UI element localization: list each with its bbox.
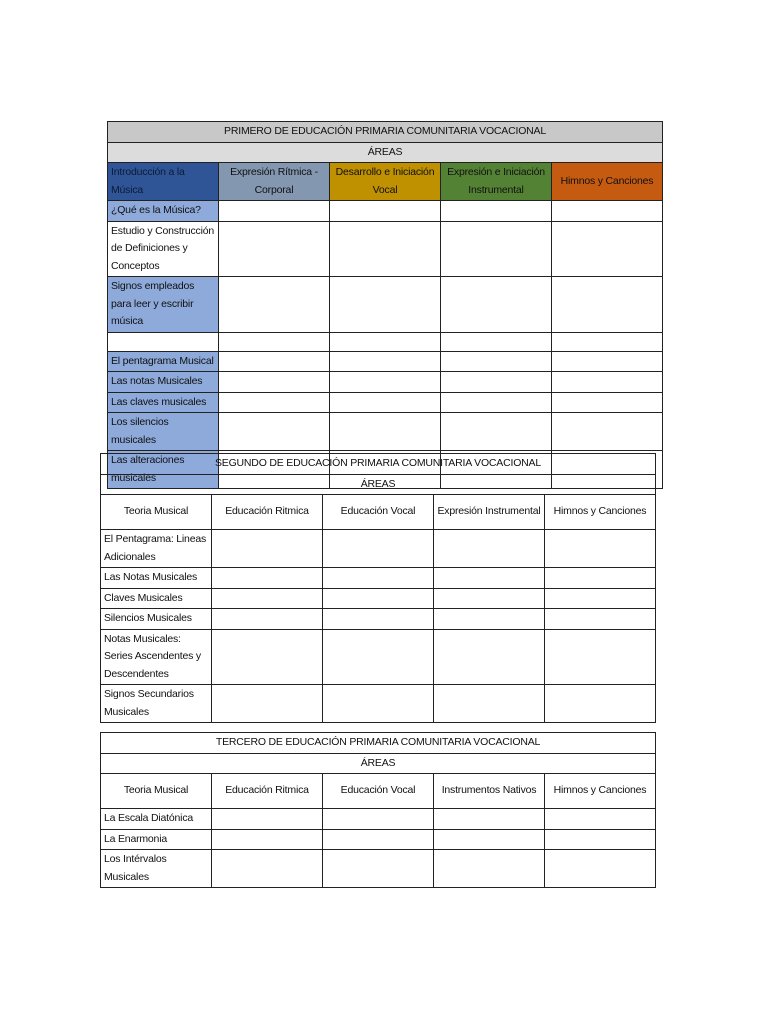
- row-label: Claves Musicales: [101, 588, 212, 609]
- table-row: [101, 809, 656, 830]
- cell: [545, 588, 656, 609]
- cell: [434, 829, 545, 850]
- cell: [441, 201, 552, 222]
- cell: [212, 568, 323, 589]
- table-segundo: [100, 453, 656, 723]
- cell: [330, 221, 441, 277]
- cell: [219, 372, 330, 393]
- row-label: Notas Musicales: Series Ascendentes y Descendentes: [101, 629, 212, 685]
- cell: [434, 609, 545, 630]
- table-title: SEGUNDO DE EDUCACIÓN PRIMARIA COMUNITARIA VOCACIONAL: [101, 454, 656, 475]
- table-row: [108, 221, 663, 277]
- cell: [219, 413, 330, 451]
- cell: [330, 332, 441, 351]
- row-label: Signos empleados para leer y escribir música: [108, 277, 219, 333]
- header-himnos: Himnos y Canciones: [545, 774, 656, 809]
- row-label: Los Intérvalos Musicales: [101, 850, 212, 888]
- table-row: [108, 277, 663, 333]
- cell: [219, 392, 330, 413]
- table-row: [108, 201, 663, 222]
- header-instrumentos-nativos: Instrumentos Nativos: [434, 774, 545, 809]
- cell: [552, 221, 663, 277]
- cell: [441, 277, 552, 333]
- row-label: Las alteraciones musicales: [108, 451, 219, 489]
- row-label: El pentagrama Musical: [108, 351, 219, 372]
- header-educacion-ritmica: Educación Ritmica: [212, 774, 323, 809]
- table-row: [108, 372, 663, 393]
- cell: [212, 609, 323, 630]
- cell: [212, 809, 323, 830]
- table-primero: [107, 121, 663, 489]
- header-himnos: Himnos y Canciones: [552, 163, 663, 201]
- cell: [545, 530, 656, 568]
- cell: [545, 850, 656, 888]
- header-educacion-ritmica: Educación Ritmica: [212, 495, 323, 530]
- table-row: [108, 351, 663, 372]
- cell: [212, 829, 323, 850]
- row-label: Las claves musicales: [108, 392, 219, 413]
- cell: [441, 332, 552, 351]
- table-row: [101, 629, 656, 685]
- cell: [434, 809, 545, 830]
- table-row: [108, 332, 663, 351]
- cell: [330, 201, 441, 222]
- header-introduccion: Introducción a la Música: [108, 163, 219, 201]
- cell: [552, 413, 663, 451]
- header-expresion-instrumental: Expresión Instrumental: [434, 495, 545, 530]
- row-label: La Escala Diatónica: [101, 809, 212, 830]
- cell: [323, 850, 434, 888]
- header-himnos: Himnos y Canciones: [545, 495, 656, 530]
- cell: [434, 850, 545, 888]
- cell: [212, 685, 323, 723]
- table-row: [101, 588, 656, 609]
- cell: [219, 221, 330, 277]
- cell: [323, 829, 434, 850]
- row-label: [108, 332, 219, 351]
- cell: [434, 568, 545, 589]
- cell: [441, 351, 552, 372]
- cell: [330, 351, 441, 372]
- cell: [323, 629, 434, 685]
- row-label: Signos Secundarios Musicales: [101, 685, 212, 723]
- cell: [545, 568, 656, 589]
- cell: [323, 685, 434, 723]
- cell: [219, 277, 330, 333]
- row-label: Silencios Musicales: [101, 609, 212, 630]
- cell: [441, 221, 552, 277]
- areas-label: ÁREAS: [108, 142, 663, 163]
- row-label: Las notas Musicales: [108, 372, 219, 393]
- cell: [330, 413, 441, 451]
- table-row: [101, 829, 656, 850]
- header-expresion-instrumental: Expresión e Iniciación Instrumental: [441, 163, 552, 201]
- cell: [552, 201, 663, 222]
- cell: [434, 629, 545, 685]
- table-row: [101, 609, 656, 630]
- row-label: ¿Qué es la Música?: [108, 201, 219, 222]
- header-teoria-musical: Teoria Musical: [101, 495, 212, 530]
- row-label: Los silencios musicales: [108, 413, 219, 451]
- cell: [552, 332, 663, 351]
- cell: [552, 351, 663, 372]
- row-label: La Enarmonia: [101, 829, 212, 850]
- table-row: [101, 530, 656, 568]
- table-title: PRIMERO DE EDUCACIÓN PRIMARIA COMUNITARIA VOCACIONAL: [108, 122, 663, 143]
- row-label: Estudio y Construcción de Definiciones y Conceptos: [108, 221, 219, 277]
- cell: [545, 685, 656, 723]
- cell: [323, 530, 434, 568]
- header-desarrollo-vocal: Desarrollo e Iniciación Vocal: [330, 163, 441, 201]
- cell: [552, 372, 663, 393]
- cell: [545, 609, 656, 630]
- cell: [434, 588, 545, 609]
- cell: [434, 530, 545, 568]
- cell: [219, 351, 330, 372]
- cell: [552, 277, 663, 333]
- cell: [323, 809, 434, 830]
- cell: [330, 372, 441, 393]
- header-educacion-vocal: Educación Vocal: [323, 774, 434, 809]
- table-row: [108, 413, 663, 451]
- header-expresion-ritmica: Expresión Rítmica - Corporal: [219, 163, 330, 201]
- table-row: [101, 568, 656, 589]
- areas-label: ÁREAS: [101, 753, 656, 774]
- table-tercero: [100, 732, 656, 888]
- cell: [545, 629, 656, 685]
- cell: [212, 850, 323, 888]
- cell: [219, 201, 330, 222]
- row-label: El Pentagrama: Lineas Adicionales: [101, 530, 212, 568]
- cell: [212, 588, 323, 609]
- table-row: [101, 850, 656, 888]
- table-row: [101, 685, 656, 723]
- cell: [441, 372, 552, 393]
- header-teoria-musical: Teoria Musical: [101, 774, 212, 809]
- cell: [330, 277, 441, 333]
- cell: [323, 588, 434, 609]
- row-label: Las Notas Musicales: [101, 568, 212, 589]
- cell: [330, 392, 441, 413]
- cell: [212, 629, 323, 685]
- cell: [545, 809, 656, 830]
- cell: [219, 332, 330, 351]
- header-educacion-vocal: Educación Vocal: [323, 495, 434, 530]
- cell: [441, 413, 552, 451]
- areas-label: ÁREAS: [101, 474, 656, 495]
- cell: [441, 392, 552, 413]
- cell: [212, 530, 323, 568]
- cell: [323, 609, 434, 630]
- cell: [552, 392, 663, 413]
- table-title: TERCERO DE EDUCACIÓN PRIMARIA COMUNITARIA VOCACIONAL: [101, 733, 656, 754]
- cell: [434, 685, 545, 723]
- cell: [545, 829, 656, 850]
- cell: [323, 568, 434, 589]
- table-row: [108, 392, 663, 413]
